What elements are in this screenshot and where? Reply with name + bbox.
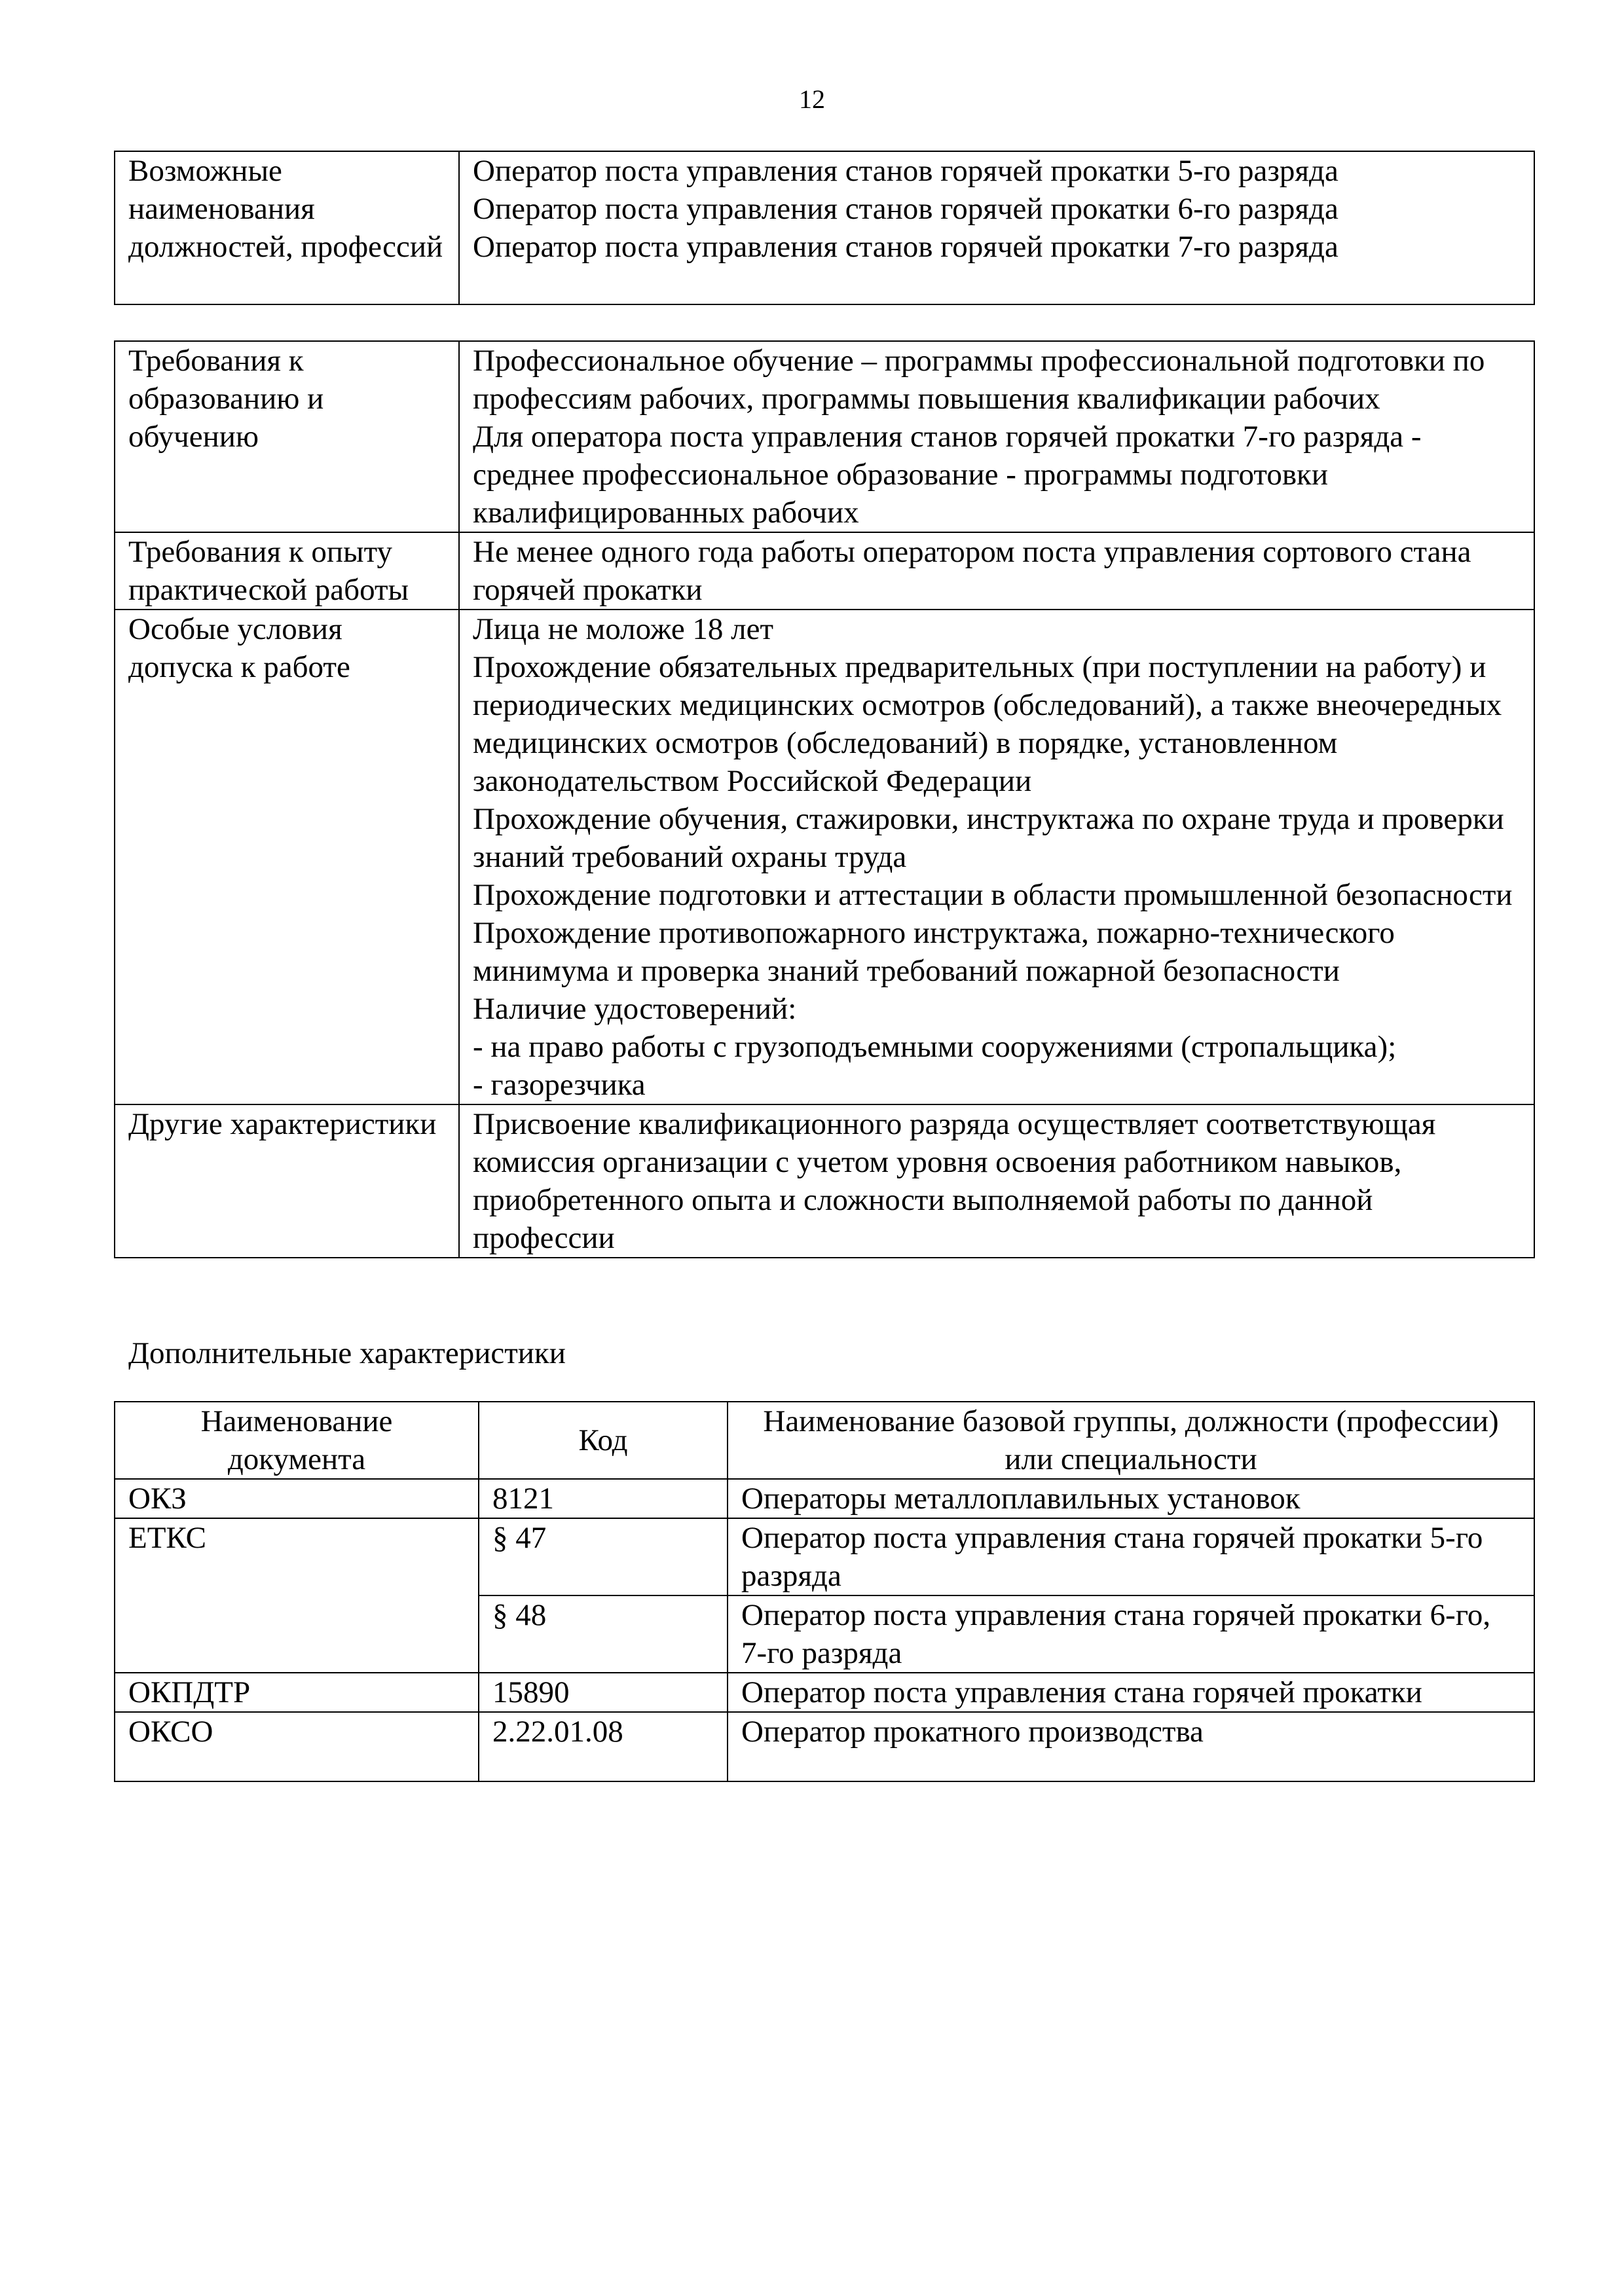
row-label: Возможные наименования должностей, профессий [115,151,459,304]
row-label: Требования к опыту практической работы [115,532,459,610]
text-line: Прохождение обучения, стажировки, инструктажа по охране труда и проверки знаний требований охраны труда [473,802,1504,874]
text-line: Прохождение противопожарного инструктажа, пожарно-технического минимума и проверка знаний требований пожарной безопасности [473,916,1395,988]
row-value [459,610,1534,1104]
text-line: - на право работы с грузоподъемными сооружениями (стропальщика); [473,1030,1397,1064]
text-line: - газорезчика [473,1068,646,1102]
doc-cell: ОКЗ [115,1479,479,1518]
row-value [459,532,1534,610]
table-row [115,1712,1534,1781]
page-number: 12 [799,84,825,114]
doc-cell: ОКПДТР [115,1673,479,1712]
positions-table [114,151,1535,305]
additional-characteristics-title: Дополнительные характеристики [128,1336,566,1370]
position-line: Оператор поста управления станов горячей прокатки 6-го разряда [473,192,1338,226]
position-line: Оператор поста управления станов горячей прокатки 5-го разряда [473,154,1338,188]
table-row [115,151,1534,304]
table-row [115,610,1534,1104]
row-label: Требования к образованию и обучению [115,341,459,532]
table-row [115,1104,1534,1258]
text-line: Прохождение обязательных предварительных (при поступлении на работу) и периодических медицинских осмотров (обследований), а также внеочередных медицинских осмотров (обследований) в порядке, установленном законодательством Российской Федерации [473,650,1502,798]
table-row [115,1479,1534,1518]
name-cell: Оператор поста управления стана горячей прокатки [728,1673,1534,1712]
column-header: Наименование базовой группы, должности (профессии) или специальности [728,1402,1534,1479]
name-cell: Оператор поста управления стана горячей прокатки 5-го разряда [728,1518,1534,1595]
text-line: Наличие удостоверений: [473,992,797,1026]
code-cell: 15890 [479,1673,728,1712]
row-label: Другие характеристики [115,1104,459,1258]
row-value [459,151,1534,304]
name-cell: Оператор поста управления стана горячей прокатки 6-го, 7-го разряда [728,1595,1534,1673]
table-row [115,1518,1534,1595]
requirements-table [114,340,1535,1258]
name-cell: Операторы металлоплавильных установок [728,1479,1534,1518]
code-cell: § 48 [479,1595,728,1673]
text-line: Лица не моложе 18 лет [473,612,774,646]
name-cell: Оператор прокатного производства [728,1712,1534,1781]
column-header: Наименование документа [115,1402,479,1479]
text-line: Профессиональное обучение – программы профессиональной подготовки по профессиям рабочих, программы повышения квалификации рабочих [473,344,1485,416]
text-line: Прохождение подготовки и аттестации в области промышленной безопасности [473,878,1513,912]
doc-cell: ОКСО [115,1712,479,1781]
position-line: Оператор поста управления станов горячей прокатки 7-го разряда [473,230,1338,264]
row-label: Особые условия допуска к работе [115,610,459,1104]
column-header: Код [479,1402,728,1479]
row-value [459,341,1534,532]
additional-characteristics-table [114,1401,1535,1782]
table-row [115,1673,1534,1712]
table-header-row [115,1402,1534,1479]
doc-cell: ЕТКС [115,1518,479,1673]
table-row [115,532,1534,610]
code-cell: 8121 [479,1479,728,1518]
text-line: Не менее одного года работы оператором поста управления сортового стана горячей прокатки [473,535,1471,607]
text-line: Для оператора поста управления станов горячей прокатки 7-го разряда - среднее профессиональное образование - программы подготовки квалифицированных рабочих [473,420,1422,530]
code-cell: 2.22.01.08 [479,1712,728,1781]
code-cell: § 47 [479,1518,728,1595]
row-value [459,1104,1534,1258]
text-line: Присвоение квалификационного разряда осуществляет соответствующая комиссия организации с учетом уровня освоения работником навыков, приобретенного опыта и сложности выполняемой работы по данной профессии [473,1107,1436,1255]
table-row [115,341,1534,532]
